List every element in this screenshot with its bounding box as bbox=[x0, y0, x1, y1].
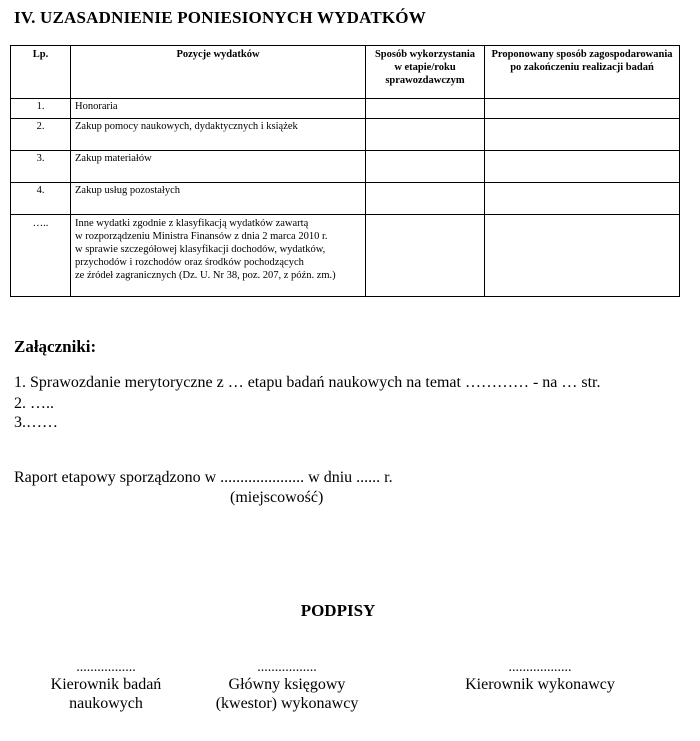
signature-line: ................. bbox=[76, 660, 136, 675]
table-row bbox=[11, 183, 680, 215]
row-item: Inne wydatki zgodnie z klasyfikacją wydatków zawartą w rozporządzeniu Ministra Finansów z dnia 2 marca 2010 r. w sprawie szczegółowej klasyfikacji dochodów, wydatków, przychodów i rozchodów oraz środków pochodzących ze źródeł zagranicznych (Dz. U. Nr 38, poz. 207, z późn. zm.) bbox=[71, 215, 366, 297]
row-usage-cell[interactable] bbox=[366, 215, 485, 297]
table-header-row bbox=[11, 46, 680, 99]
expenses-table bbox=[10, 45, 680, 297]
row-item: Zakup usług pozostałych bbox=[71, 183, 366, 215]
row-lp: 3. bbox=[11, 151, 71, 183]
row-item: Zakup materiałów bbox=[71, 151, 366, 183]
signature-role: Główny księgowy (kwestor) wykonawcy bbox=[215, 676, 359, 712]
section-title: IV. UZASADNIENIE PONIESIONYCH WYDATKÓW bbox=[14, 8, 426, 27]
signature-line: .................. bbox=[508, 660, 572, 675]
row-item: Honoraria bbox=[71, 99, 366, 119]
report-line: Raport etapowy sporządzono w ..................... w dniu ...... r. bbox=[14, 469, 393, 486]
row-lp: 1. bbox=[11, 99, 71, 119]
attachment-item: 1. Sprawozdanie merytoryczne z … etapu badań naukowych na temat ………… - na … str. bbox=[14, 374, 601, 391]
attachment-item: 3.…… bbox=[14, 414, 58, 431]
signature-block-executor-head bbox=[440, 661, 640, 694]
signatures-title: PODPISY bbox=[300, 601, 376, 620]
table-row bbox=[11, 215, 680, 297]
row-usage-cell[interactable] bbox=[366, 99, 485, 119]
header-usage: Sposób wykorzystania w etapie/roku sprawozdawczym bbox=[366, 46, 485, 99]
row-usage-cell[interactable] bbox=[366, 183, 485, 215]
row-usage-cell[interactable] bbox=[366, 119, 485, 151]
table-row bbox=[11, 119, 680, 151]
header-proposal: Proponowany sposób zagospodarowania po zakończeniu realizacji badań bbox=[485, 46, 680, 99]
signature-role: Kierownik badań naukowych bbox=[50, 676, 162, 712]
row-proposal-cell[interactable] bbox=[485, 183, 680, 215]
row-proposal-cell[interactable] bbox=[485, 99, 680, 119]
signature-block-chief-accountant bbox=[197, 661, 377, 713]
row-usage-cell[interactable] bbox=[366, 151, 485, 183]
signature-role: Kierownik wykonawcy bbox=[465, 676, 615, 693]
row-lp: 2. bbox=[11, 119, 71, 151]
signature-line: ................. bbox=[257, 660, 317, 675]
header-lp: Lp. bbox=[11, 46, 71, 99]
row-proposal-cell[interactable] bbox=[485, 151, 680, 183]
attachments-title: Załączniki: bbox=[14, 337, 97, 356]
table-row bbox=[11, 99, 680, 119]
header-items: Pozycje wydatków bbox=[71, 46, 366, 99]
row-lp: 4. bbox=[11, 183, 71, 215]
row-item: Zakup pomocy naukowych, dydaktycznych i książek bbox=[71, 119, 366, 151]
row-proposal-cell[interactable] bbox=[485, 119, 680, 151]
table-row bbox=[11, 151, 680, 183]
signature-block-research-lead bbox=[26, 661, 186, 713]
place-label: (miejscowość) bbox=[230, 489, 324, 506]
attachment-item: 2. ….. bbox=[14, 395, 54, 412]
row-proposal-cell[interactable] bbox=[485, 215, 680, 297]
row-lp: ….. bbox=[11, 215, 71, 297]
